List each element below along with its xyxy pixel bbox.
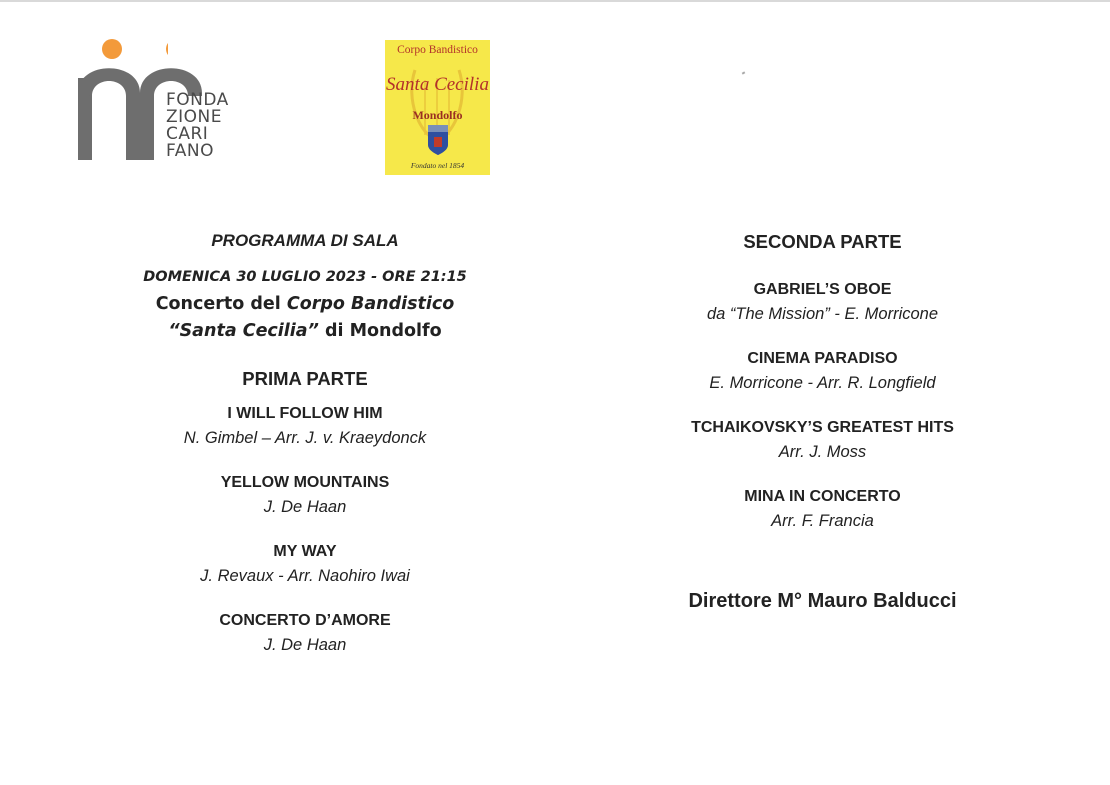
piece-title: TCHAIKOVSKY’S GREATEST HITS xyxy=(691,419,954,436)
program-title: PROGRAMMA DI SALA xyxy=(211,231,399,250)
director-credit: Direttore M° Mauro Balducci xyxy=(688,590,957,612)
seconda-parte-list xyxy=(625,278,1020,533)
piece-title: CINEMA PARADISO xyxy=(747,350,898,367)
piece-author: da “The Mission” - E. Morricone xyxy=(706,305,939,323)
band-logo xyxy=(385,40,490,175)
scan-top-edge xyxy=(0,0,1110,2)
prima-parte-heading: PRIMA PARTE xyxy=(242,368,368,389)
fondazione-line: FONDA xyxy=(166,90,229,110)
band-top-line: Corpo Bandistico xyxy=(397,44,478,56)
piece-author: Arr. J. Moss xyxy=(778,443,867,461)
piece xyxy=(625,416,1020,464)
concert-line-1-italic: Corpo Bandistico xyxy=(286,294,455,314)
piece-author: N. Gimbel – Arr. J. v. Kraeydonck xyxy=(183,429,427,447)
prima-parte-list xyxy=(105,402,505,657)
piece-title: I WILL FOLLOW HIM xyxy=(227,405,383,422)
piece xyxy=(625,278,1020,326)
concert-line-2 xyxy=(105,318,505,345)
scan-speck xyxy=(742,71,746,74)
piece-title: MINA IN CONCERTO xyxy=(744,488,901,505)
piece xyxy=(105,402,505,450)
seconda-parte-heading: SECONDA PARTE xyxy=(743,231,902,252)
piece xyxy=(625,347,1020,395)
piece xyxy=(105,609,505,657)
fondazione-wordmark xyxy=(166,92,229,160)
crest-icon xyxy=(427,125,449,155)
piece-title: MY WAY xyxy=(273,543,337,560)
piece-author: J. Revaux - Arr. Naohiro Iwai xyxy=(200,567,410,585)
piece xyxy=(105,540,505,588)
right-column xyxy=(625,228,1020,533)
piece-author: J. De Haan xyxy=(263,498,347,516)
piece-title: GABRIEL’S OBOE xyxy=(753,281,892,298)
piece-title: CONCERTO D’AMORE xyxy=(219,612,391,629)
concert-line-1 xyxy=(105,291,505,318)
piece xyxy=(625,485,1020,533)
fondazione-line: CARI xyxy=(166,124,209,144)
band-founded: Fondato nel 1854 xyxy=(410,161,465,170)
concert-line-1-prefix: Concerto del xyxy=(155,294,287,314)
concert-line-2-italic: “Santa Cecilia” xyxy=(168,321,319,341)
piece-author: J. De Haan xyxy=(263,636,347,654)
piece-title: YELLOW MOUNTAINS xyxy=(220,474,390,491)
piece-author: Arr. F. Francia xyxy=(771,512,874,530)
left-column xyxy=(105,228,505,657)
band-city: Mondolfo xyxy=(412,108,463,122)
piece-author: E. Morricone - Arr. R. Longfield xyxy=(709,374,936,392)
fondazione-carifano-logo xyxy=(78,38,248,168)
piece xyxy=(105,471,505,519)
concert-date: DOMENICA 30 LUGLIO 2023 - ORE 21:15 xyxy=(143,269,467,285)
band-name: Santa Cecilia xyxy=(386,74,489,95)
fondazione-line: FANO xyxy=(166,141,214,161)
fondazione-line: ZIONE xyxy=(166,107,222,127)
concert-line-2-suffix: di Mondolfo xyxy=(318,321,442,341)
